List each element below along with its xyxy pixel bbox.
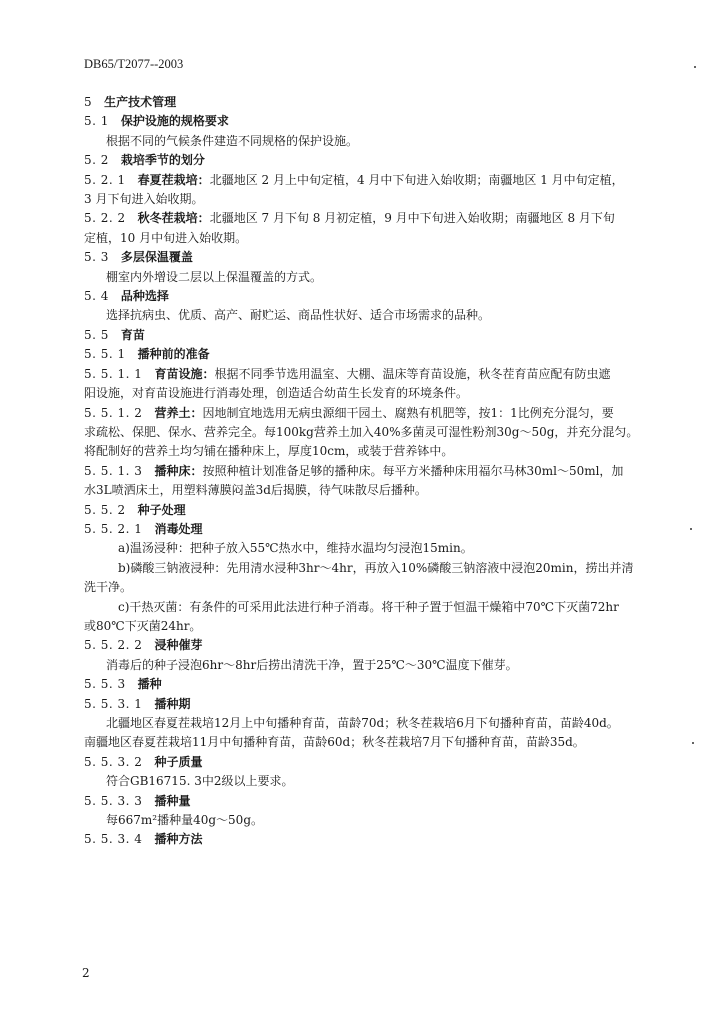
line-text: 消毒后的种子浸泡6hr～8hr后捞出清洗干净，置于25℃～30℃温度下催芽。 [106,657,518,672]
line-text: 生产技术管理 [104,95,177,109]
paragraph-line [84,268,649,287]
section-heading [84,636,649,655]
section-heading [84,501,649,520]
line-text: 播种前的准备 [137,347,210,362]
line-text: 阳设施，对育苗设施进行消毒处理，创造适合幼苗生长发育的环境条件。 [84,386,469,401]
paragraph-line [84,656,649,675]
line-text: 播种量 [154,793,191,808]
clause-number: 5. 2. 1 [84,172,126,187]
list-item-line [84,598,649,617]
clause-number: 5. 5 [84,327,109,342]
clause-number: 5. 5. 1 [84,347,126,362]
section-heading [84,753,649,772]
line-text: 春夏茬栽培：北疆地区 2 月上中旬定植，4 月中下旬进入始收期；南疆地区 1 月中旬定植， [137,172,624,187]
line-text: 南疆地区春夏茬栽培11月中旬播种育苗，苗龄60d；秋冬茬栽培7月下旬播种育苗，苗龄35d。 [84,735,585,750]
term-label: 营养土： [154,405,203,420]
clause-number: 5. 5. 1. 3 [84,463,143,478]
clause-number: 5. 3 [84,250,109,265]
list-item-line [84,539,649,558]
line-text: 秋冬茬栽培：北疆地区 7 月下旬 8 月初定植，9 月中下旬进入始收期；南疆地区 8 月下旬 [137,211,615,226]
line-text: 种子质量 [154,754,203,769]
paragraph-line [84,733,649,752]
document-body [84,93,649,850]
line-text: 水3L喷洒床土，用塑料薄膜闷盖3d后揭膜，待气味散尽后播种。 [84,483,427,498]
line-text: 3 月下旬进入始收期。 [84,192,204,207]
section-heading [84,287,649,306]
line-text: c)干热灭菌：有条件的可采用此法进行种子消毒。将干种子置于恒温干燥箱中70℃下灭菌72hr [118,599,619,614]
section-heading [84,675,649,694]
line-text: 选择抗病虫、优质、高产、耐贮运、商品性状好、适合市场需求的品种。 [106,308,491,323]
line-text: 将配制好的营养土均匀铺在播种床上，厚度10cm，或装于营养钵中。 [84,444,454,459]
term-label: 秋冬茬栽培： [137,211,210,226]
line-text: 育苗 [120,327,145,342]
section-heading [84,695,649,714]
clause-number: 5. 5. 3 [84,677,126,692]
line-text: 多层保温覆盖 [120,250,193,265]
term-label: 播种床： [154,463,203,478]
section-heading [84,248,649,267]
line-text: 每667m²播种量40g～50g。 [106,813,263,828]
line-text: 求疏松、保肥、保水、营养完全。每100kg营养土加入40%多菌灵可湿性粉剂30g～50g，并充分混匀。 [84,424,639,439]
standard-code-header: DB65/T2077--2003 [84,57,184,71]
paragraph-line [84,229,649,248]
section-heading [84,830,649,849]
clause-number: 5. 2. 2 [84,211,126,226]
line-text: a)温汤浸种：把种子放入55℃热水中，维持水温均匀浸泡15min。 [118,541,473,556]
line-text: 北疆地区春夏茬栽培12月上中旬播种育苗，苗龄70d；秋冬茬栽培6月下旬播种育苗，苗龄40d。 [106,716,619,730]
line-text: 保护设施的规格要求 [120,114,229,129]
paragraph-line [84,617,649,636]
section-heading [84,792,649,811]
line-text: 种子处理 [137,502,186,517]
clause-number: 5. 5. 2. 2 [84,638,143,653]
line-text: 育苗设施：根据不同季节选用温室、大棚、温床等育苗设施，秋冬茬育苗应配有防虫遮 [154,366,611,381]
line-text: 浸种催芽 [154,638,203,653]
term-label: 育苗设施： [154,366,215,381]
line-text: 洗干净。 [84,580,133,595]
clause-number: 5. 1 [84,114,109,129]
paragraph-line [84,306,649,325]
clause-number: 5 [84,95,93,109]
line-text: 播种方法 [154,832,203,847]
line-text: 或80℃下灭菌24hr。 [84,618,202,633]
clause-number: 5. 5. 3. 3 [84,793,143,808]
clause-number: 5. 5. 3. 2 [84,754,143,769]
section-heading [84,326,649,345]
clause-number: 5. 5. 1. 2 [84,405,143,420]
paragraph-line [84,714,649,733]
line-text: 播种 [137,677,162,692]
line-text: 栽培季节的划分 [120,153,205,168]
section-heading [84,151,649,170]
line-text: 播种期 [154,696,191,711]
line-text: 品种选择 [120,289,169,304]
scan-speck [694,66,696,68]
clause-number: 5. 5. 2 [84,502,126,517]
numbered-paragraph [84,462,649,481]
section-heading [84,520,649,539]
paragraph-line [84,423,649,442]
numbered-paragraph [84,171,649,190]
clause-number: 5. 5. 2. 1 [84,521,143,536]
term-label: 春夏茬栽培： [137,172,210,187]
paragraph-line [84,132,649,151]
section-heading [84,93,649,112]
page-number: 2 [82,966,90,980]
clause-number: 5. 5. 1. 1 [84,366,143,381]
line-text: 定植，10 月中旬进入始收期。 [84,230,248,245]
list-item-line [84,559,649,578]
clause-number: 5. 5. 3. 4 [84,832,143,847]
numbered-paragraph [84,404,649,423]
paragraph-line [84,190,649,209]
clause-number: 5. 2 [84,153,109,168]
numbered-paragraph [84,209,649,228]
paragraph-line [84,772,649,791]
line-text: 播种床：按照种植计划准备足够的播种床。每平方米播种床用福尔马林30ml～50ml，加 [154,463,624,478]
section-heading [84,112,649,131]
numbered-paragraph [84,365,649,384]
paragraph-line [84,384,649,403]
section-heading [84,345,649,364]
clause-number: 5. 5. 3. 1 [84,696,143,711]
paragraph-line [84,811,649,830]
paragraph-line [84,442,649,461]
line-text: 根据不同的气候条件建造不同规格的保护设施。 [106,133,359,148]
scan-speck [692,742,694,744]
line-text: 营养土：因地制宜地选用无病虫源细干园土、腐熟有机肥等，按1：1比例充分混匀，要 [154,405,614,420]
line-text: 棚室内外增设二层以上保温覆盖的方式。 [106,269,323,284]
clause-number: 5. 4 [84,289,109,304]
paragraph-line [84,578,649,597]
line-text: 符合GB16715. 3中2级以上要求。 [106,774,294,789]
paragraph-line [84,481,649,500]
scan-speck [690,528,692,530]
line-text: 消毒处理 [154,521,203,536]
line-text: b)磷酸三钠液浸种：先用清水浸种3hr～4hr，再放入10%磷酸三钠溶液中浸泡20min，捞出并清 [118,560,634,575]
